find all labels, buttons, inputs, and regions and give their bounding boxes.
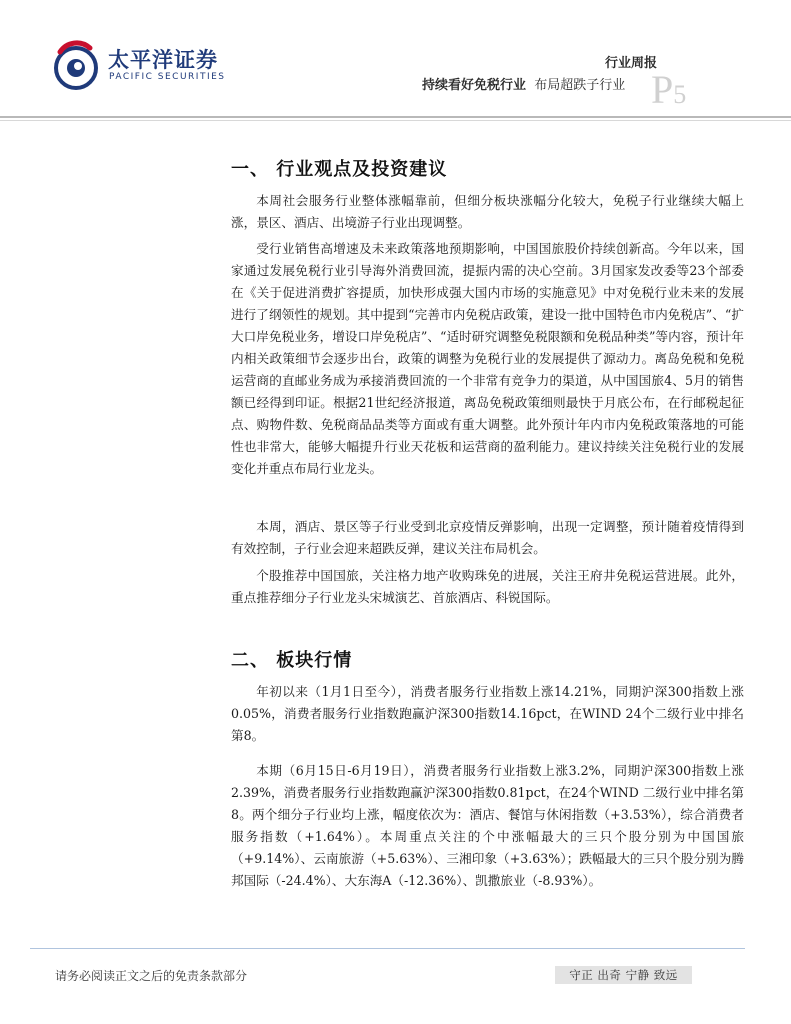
report-type: 行业周报 bbox=[604, 56, 657, 71]
brand-name-en: PACIFIC SECURITIES bbox=[109, 72, 226, 82]
footer-disclaimer: 请务必阅读正文之后的免责条款部分 bbox=[55, 969, 248, 983]
section-heading-1: 一、 行业观点及投资建议 bbox=[231, 159, 448, 180]
section-1-paragraph-3: 本周，酒店、景区等子行业受到北京疫情反弹影响，出现一定调整，预计随着疫情得到有效控制，子行业会迎来超跌反弹，建议关注布局机会。 bbox=[231, 519, 744, 556]
footer-divider bbox=[30, 948, 745, 949]
brand-name-cn: 太平洋证券 bbox=[108, 48, 218, 72]
report-title-sub: 布局超跌子行业 bbox=[534, 78, 626, 93]
pacific-securities-logo-icon bbox=[50, 40, 102, 92]
section-1-paragraph-2: 受行业销售高增速及未来政策落地预期影响，中国国旅股价持续创新高。今年以来，国家通过发展免税行业引导海外消费回流，提振内需的决心空前。3月国家发改委等23个部委在《关于促进消费扩容提质，加快形成强大国内市场的实施意见》中对免税行业未来的发展进行了纲领性的规划。其中提到“完善市内免税店政策，建设一批中国特色市内免税店”、“扩大口岸免税业务，增设口岸免税店”、“适时研究调整免税限额和免税品种类”等内容，预计年内相关政策细节会逐步出台，政策的调整为免税行业的发展提供了源动力。离岛免税和免税运营商的直邮业务成为承接消费回流的一个非常有竞争力的渠道，从中国国旅4、5月的销售额已经得到印证。根据21世纪经济报道，离岛免税政策细则最快于月底公布，在行邮税起征点、购物件数、免税商品品类等方面或有重大调整。此外预计年内市内免税政策落地的可能性也非常大，能够大幅提升行业天花板和运营商的盈利能力。建议持续关注免税行业的发展变化并重点布局行业龙头。 bbox=[231, 241, 744, 476]
header-divider-thin bbox=[0, 120, 791, 121]
page-number: 5 bbox=[673, 80, 687, 109]
header-divider bbox=[0, 116, 791, 118]
report-title-main: 持续看好免税行业 bbox=[422, 78, 527, 93]
page-letter: P bbox=[651, 67, 674, 112]
section-1-paragraph-1: 本周社会服务行业整体涨幅靠前，但细分板块涨幅分化较大，免税子行业继续大幅上涨，景区、酒店、出境游子行业出现调整。 bbox=[231, 193, 744, 230]
company-logo bbox=[50, 40, 225, 90]
report-title bbox=[422, 74, 625, 93]
section-2-paragraph-1: 年初以来（1月1日至今），消费者服务行业指数上涨14.21%，同期沪深300指数上涨0.05%，消费者服务行业指数跑赢沪深300指数14.16pct，在WIND 24个二级行业中排名第8。 bbox=[231, 684, 744, 743]
section-heading-2: 二、 板块行情 bbox=[231, 650, 353, 671]
section-2-paragraph-2: 本期（6月15日-6月19日），消费者服务行业指数上涨3.2%，同期沪深300指数上涨2.39%，消费者服务行业指数跑赢沪深300指数0.81pct，在24个WIND 二级行业中排名第8。两个细分子行业均上涨，幅度依次为：酒店、餐馆与休闲指数（+3.53%），综合消费者服务指数（+1.64%）。本周重点关注的个中涨幅最大的三只个股分别为中国国旅（+9.14%）、云南旅游（+5.63%）、三湘印象（+3.63%）；跌幅最大的三只个股分别为腾邦国际（-24.4%）、大东海A（-12.36%）、凯撒旅业（-8.93%）。 bbox=[231, 763, 744, 888]
footer-motto: 守正 出奇 宁静 致远 bbox=[555, 966, 692, 984]
page-marker bbox=[651, 66, 686, 113]
section-1-paragraph-4: 个股推荐中国国旅，关注格力地产收购珠免的进展，关注王府井免税运营进展。此外，重点推荐细分子行业龙头宋城演艺、首旅酒店、科锐国际。 bbox=[231, 568, 744, 605]
